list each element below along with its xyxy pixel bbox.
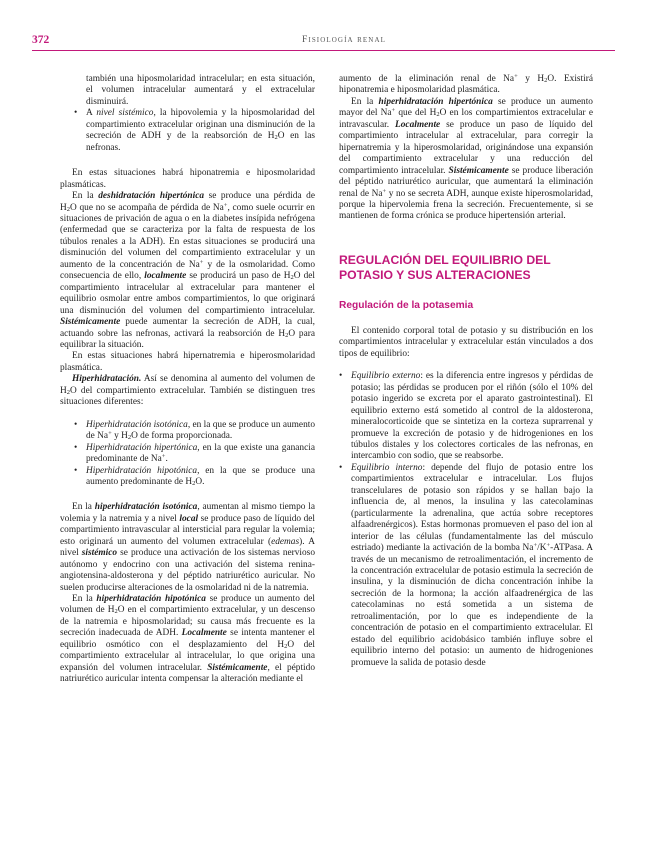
superscript: + (108, 430, 112, 438)
text: se produce liberación del péptido natriurético auricular, que aumentará la eliminación renal de Na (339, 165, 593, 199)
paragraph (60, 168, 315, 191)
paragraph (60, 351, 315, 374)
term: Hiperhidratación hipertónica (86, 442, 198, 453)
text: En la (72, 191, 99, 202)
text: O. Existirá hiponatremia e hiposmolaridad plasmática. (339, 74, 594, 96)
text: O para equilibrar la situación. (60, 328, 315, 350)
text: se produce un aumento del volumen de H (60, 594, 315, 616)
text: En la (72, 502, 95, 513)
text: puede aumentar la secreción de ADH, la cual, actuando sobre las nefronas, activará la reabsorción de H (60, 317, 315, 339)
superscript: + (391, 107, 396, 115)
subscript: 2 (290, 274, 294, 282)
text: : es la diferencia entre ingresos y pérdidas de potasio; las pérdidas se producen por el riñón (sólo el 10% del potasio ingerido se excreta por el aparato gastrointestinal). El equilibrio externo está sometido al control de la aldosterona, mineralocorticoide que se sintetiza en la corteza suprarrenal y promueve la excreción de potasio y de hidrogeniones en los túbulos distales y los colectores corticales de las nefronas, en intercambio con sodio, que se reabsorbe. (351, 371, 593, 462)
term: deshidratación hipertónica (98, 191, 205, 202)
term: Hiperhidratación isotónica (86, 419, 188, 430)
term: Hiperhidratación. (72, 374, 142, 385)
text: O en los compartimientos extracelular e intravascular. (339, 108, 593, 130)
text: , en la que se produce una aumento predominante de H (86, 465, 315, 487)
subscript: 2 (436, 111, 440, 119)
term: local (179, 513, 199, 524)
text: -ATPasa. A través de un mecanismo de retroalimentación, el incremento de la concentración extracelular de potasio estimula la secreción de insulina, y la disminución de dicha concentración inhibe la secreción de la hormona; la acción alfaadrenérgica de las catecolaminas no está sometida a un sistema de retroalimentación, por lo que es independiente de la concentración de potasio en el compartimiento extracelular. El estado del equilibrio acidobásico también influye sobre el equilibrio interno del potasio: un aumento de hidrogeniones promueve la salida de potasio desde (351, 543, 594, 668)
text: que del H (395, 108, 437, 119)
paragraph (60, 594, 315, 686)
term: localmente (144, 271, 187, 282)
left-column (60, 74, 315, 686)
text: aumento de la eliminación renal de Na (339, 74, 515, 84)
running-title: Fisiología renal (302, 35, 386, 45)
term: Equilibrio externo (351, 371, 421, 382)
section-title: REGULACIÓN DEL EQUILIBRIO DEL POTASIO Y SUS ALTERACIONES (339, 252, 551, 283)
term: sistémico (81, 548, 118, 559)
subscript: 2 (274, 134, 278, 142)
text: también una hiposmolaridad intracelular; en esta situación, el volumen intracelular aumentará y el extracelular disminuirá. (86, 74, 315, 107)
text: O de forma proporcionada. (131, 431, 233, 442)
text: , la hipovolemia y la hiposmolaridad del compartimiento extracelular originan una disminución de la secreción de ADH y de la reabsorción de H (86, 108, 315, 142)
paragraph (339, 326, 593, 360)
subscript: 2 (114, 608, 118, 616)
superscript: + (514, 73, 518, 80)
text: O del compartimiento extracelular. También se distinguen tres situaciones diferentes: (60, 385, 315, 408)
term: Equilibrio interno (351, 462, 423, 473)
right-column (339, 74, 593, 669)
text: ). A nivel (60, 536, 315, 559)
term: Localmente (395, 119, 441, 130)
text: y H (111, 431, 128, 442)
text: , en la que se produce un aumento de Na (86, 419, 316, 442)
text: se intenta mantener el equilibrio osmótico con el desplazamiento del H (60, 628, 315, 650)
text: se produce una activación de los sistemas nervioso autónomo y endocrino con una activación del sistema renina-angiotensina-aldosterona y del péptido natriurético auricular. No suelen producirse alteraciones de la osmolaridad ni de la natremia. (60, 548, 315, 593)
page-number: 372 (32, 34, 50, 46)
subscript: 2 (192, 479, 196, 487)
paragraph (339, 74, 593, 97)
text: y de la osmolaridad. Como consecuencia de ello, (60, 259, 315, 282)
text: Así se denomina al aumento del volumen de H (60, 374, 315, 396)
paragraph (60, 191, 315, 351)
bullet-list (60, 108, 315, 154)
term: edemas (271, 536, 300, 547)
list-item (339, 463, 593, 669)
term: Sistémicamente (207, 662, 268, 673)
term: nivel sistémico (96, 108, 154, 119)
text: se produce una pérdida de H (60, 191, 315, 213)
text: O del compartimiento extracelular al intracelular, lo que origina una expansión del volumen intracelular. (60, 639, 316, 673)
term: Hiperhidratación hipotónica (86, 465, 198, 476)
text: , en la que existe una ganancia predominante de Na (86, 442, 315, 465)
subscript: 2 (544, 77, 548, 84)
text: En estas situaciones habrá hipernatremia e hiperosmolaridad plasmática. (60, 351, 315, 373)
text: O del compartimiento intracelular al extracelular para mantener el equilibrio osmolar entre ambos compartimientos, lo que originará una disminución del volumen del compartimiento intracelular. (60, 271, 316, 316)
text: /K (537, 543, 547, 554)
list-item (60, 420, 315, 443)
text: , como suele ocurrir en situaciones de privación de agua o en la diabetes insípida nefrógena (enfermedad que se caracteriza por la falta de respuesta de los túbulos renales a la ADH). En estas situaciones se producirá una disminución del volumen del compartimiento extracelular y un aumento de la concentración de Na (60, 202, 315, 270)
text: O. (195, 476, 205, 487)
header-rule (32, 50, 615, 51)
term: Sistémicamente (448, 165, 509, 176)
text: El contenido corporal total de potasio y su distribución en los compartimientos intracelular y extracelular están vinculados a dos tipos de equilibrio: (339, 325, 593, 359)
page-header (32, 34, 615, 48)
text: O en las nefronas. (86, 131, 315, 153)
text: O que no se acompaña de pérdida de Na (70, 202, 224, 213)
text: : depende del flujo de potasio entre los compartimientos extracelular e intracelular. Los flujos transcelulares de potasio son rápidos y se hallan bajo la influencia de, al menos, la insulina y las catecolaminas (particularmente la adrenalina, que actúa sobre receptores alfaadrenérgicos). Estas hormonas promueven el paso del ion al interior de las células (fundamentalmente las del músculo estriado) mediante la activación de la bomba Na (351, 462, 593, 554)
text: se produce un paso de líquido del compartimiento intracelular al extracelular, para corregir la hipernatremia y la hiperosmolaridad, originándose una expansión del compartimiento extracelular y una reducción del compartimiento intracelular. (339, 119, 593, 176)
list-item (60, 108, 315, 154)
term: Sistémicamente (60, 317, 121, 328)
subsection-title: Regulación de la potasemia (339, 299, 474, 311)
paragraph (60, 374, 315, 408)
superscript: + (161, 453, 166, 461)
text: En estas situaciones habrá hiponatremia e hiposmolaridad plasmáticas. (60, 168, 315, 190)
term: hiperhidratación hipertónica (378, 96, 493, 107)
superscript: + (382, 187, 387, 195)
superscript: + (199, 258, 204, 266)
text: A (86, 108, 93, 119)
text: , el péptido natriurético auricular intenta compensar la alteración mediante el (60, 662, 315, 685)
text: O en el compartimiento extracelular, y un descenso de la natremia e hiposmolaridad; su causa más frecuente es la secreción inadecuada de ADH. (60, 605, 316, 639)
text: se produce un aumento mayor del Na (339, 96, 593, 119)
continued-list (60, 74, 315, 108)
subscript: 2 (66, 388, 70, 396)
subscript: 2 (127, 434, 132, 442)
superscript: + (533, 542, 538, 550)
bullet-list (339, 371, 593, 669)
term: Localmente (181, 628, 227, 639)
list-item (60, 443, 315, 466)
text: se produce paso de líquido del compartimiento intravascular al intersticial para regular la volemia; esto originará un aumento del volumen extracelular ( (60, 513, 315, 547)
text: y H (517, 74, 545, 84)
list-item (339, 371, 593, 463)
text: En la (72, 594, 97, 605)
text: se producirá un paso de H (186, 271, 291, 282)
paragraph (60, 502, 315, 594)
subscript: 2 (285, 331, 289, 339)
superscript: + (546, 542, 551, 550)
text: y no se secreta ADH, aunque existe hiperosmolaridad, porque la hipervolemia frena la secreción. Frecuentemente, si se mantienen de forma crónica se produce hipertensión arterial. (339, 188, 594, 222)
term: hiperhidratación hipotónica (96, 594, 206, 605)
list-item (86, 74, 315, 108)
list-item (60, 466, 315, 489)
superscript: + (223, 201, 228, 209)
text: En la (351, 96, 379, 107)
paragraph (339, 97, 593, 223)
text: , aumentan al mismo tiempo la volemia y la natremia y a nivel (60, 502, 315, 524)
text: . (165, 454, 168, 465)
bullet-list (60, 420, 315, 489)
subscript: 2 (66, 205, 70, 213)
term: hiperhidratación isotónica (94, 502, 198, 513)
subscript: 2 (284, 642, 288, 650)
